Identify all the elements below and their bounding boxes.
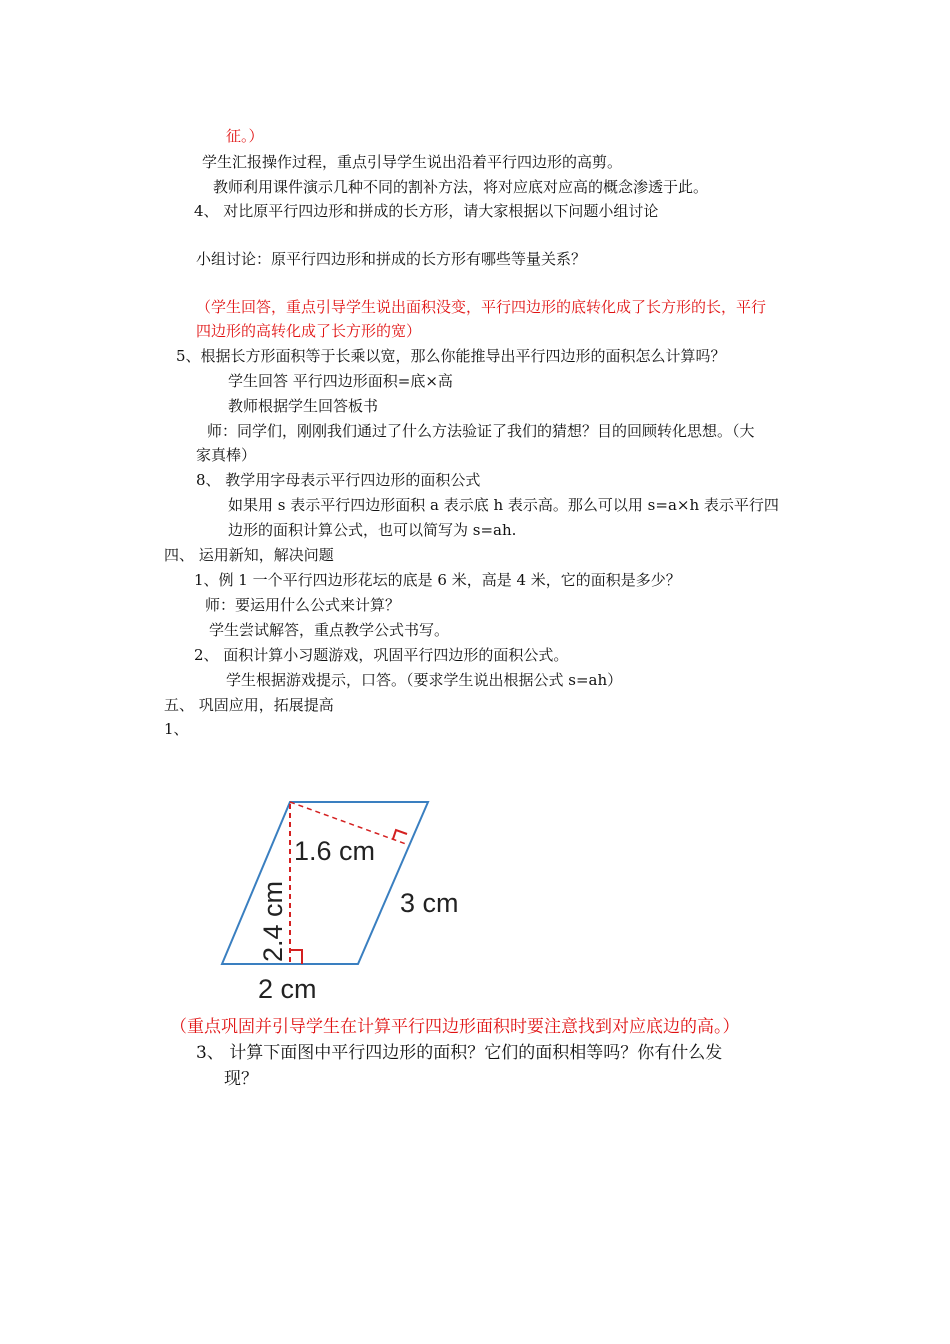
text-line: 5、根据长方形面积等于长乘以宽，那么你能推导出平行四边形的面积怎么计算吗？ xyxy=(176,347,726,365)
text-line: 学生根据游戏提示，口答。（要求学生说出根据公式 s=ah） xyxy=(226,671,623,689)
text-line: 学生回答 平行四边形面积=底×高 xyxy=(228,372,453,390)
parallelogram-outline xyxy=(222,802,428,964)
text-line: 8、 教学用字母表示平行四边形的面积公式 xyxy=(196,471,481,489)
text-line: 边形的面积计算公式，也可以简写为 s=ah. xyxy=(228,521,517,539)
text-line: （学生回答，重点引导学生说出面积没变，平行四边形的底转化成了长方形的长，平行 xyxy=(196,298,767,316)
item-number: 1、 xyxy=(164,720,189,738)
text-line: 如果用 s 表示平行四边形面积 a 表示底 h 表示高。那么可以用 s=a×h 表示平行四 xyxy=(228,496,779,514)
text-line: 教师根据学生回答板书 xyxy=(228,397,379,415)
text-line: 师：同学们，刚刚我们通过了什么方法验证了我们的猜想？目的回顾转化思想。（大 xyxy=(207,422,755,440)
section-heading: 四、 运用新知，解决问题 xyxy=(164,546,334,564)
right-angle-mark-bottom xyxy=(290,950,302,964)
right-angle-mark-side xyxy=(393,830,407,839)
side-label: 3 cm xyxy=(400,888,459,918)
section-heading: 五、 巩固应用，拓展提高 xyxy=(164,696,334,714)
text-line: 现？ xyxy=(224,1069,258,1089)
text-line: 学生尝试解答，重点教学公式书写。 xyxy=(209,621,450,639)
base-label: 2 cm xyxy=(258,974,317,1004)
height-label-left: 2.4 cm xyxy=(258,880,288,962)
text-line: 4、 对比原平行四边形和拼成的长方形，请大家根据以下问题小组讨论 xyxy=(194,202,659,220)
text-line: 学生汇报操作过程，重点引导学生说出沿着平行四边形的高剪。 xyxy=(202,153,623,171)
text-line: 教师利用课件演示几种不同的割补方法，将对应底对应高的概念渗透于此。 xyxy=(213,178,709,196)
text-line: 小组讨论：原平行四边形和拼成的长方形有哪些等量关系？ xyxy=(196,250,587,268)
text-line: 四边形的高转化成了长方形的宽） xyxy=(196,322,422,340)
text-line: 征。） xyxy=(226,127,264,145)
text-line: 2、 面积计算小习题游戏，巩固平行四边形的面积公式。 xyxy=(194,646,569,664)
text-line: 1、例 1 一个平行四边形花坛的底是 6 米，高是 4 米，它的面积是多少？ xyxy=(194,571,681,589)
text-line: 3、 计算下面图中平行四边形的面积？它们的面积相等吗？你有什么发 xyxy=(196,1043,723,1063)
text-line: 师：要运用什么公式来计算？ xyxy=(205,596,401,614)
parallelogram-figure xyxy=(210,770,510,1010)
height-label-top: 1.6 cm xyxy=(294,836,376,866)
emphasis-note: （重点巩固并引导学生在计算平行四边形面积时要注意找到对应底边的高。） xyxy=(170,1017,740,1037)
text-line: 家真棒） xyxy=(196,446,257,464)
